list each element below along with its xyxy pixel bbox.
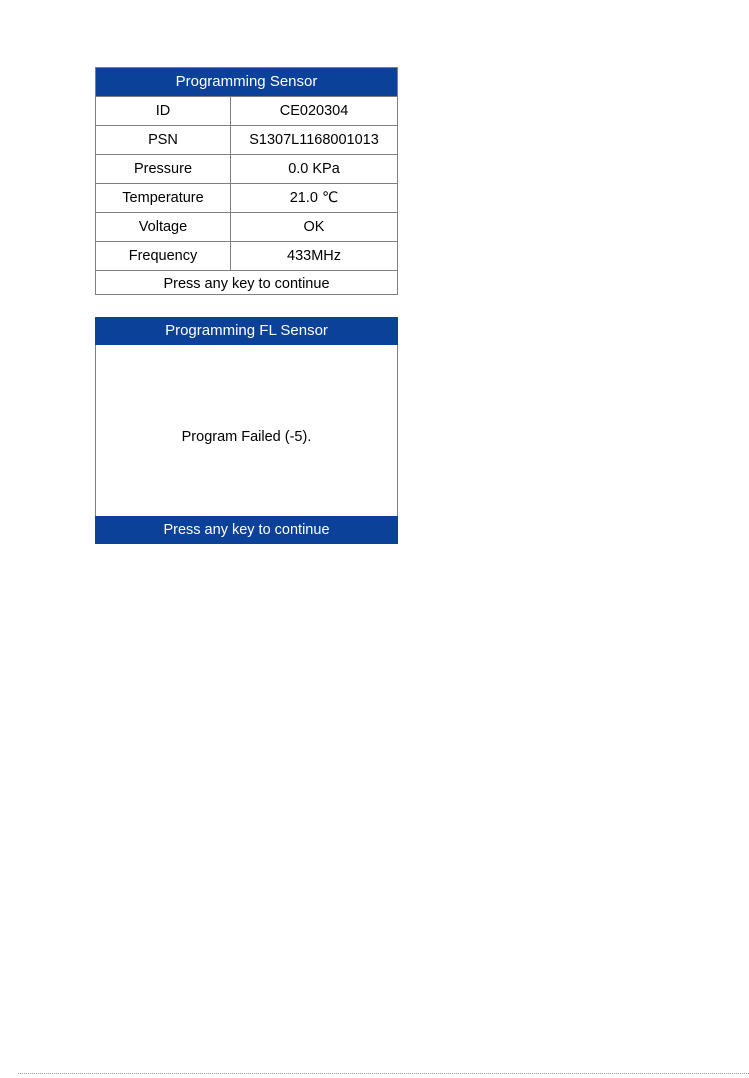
frequency-value: 433MHz — [231, 242, 398, 271]
screen-title: Programming Sensor — [96, 68, 397, 96]
table-row — [96, 155, 397, 184]
voltage-label: Voltage — [96, 213, 231, 242]
screen-title: Programming FL Sensor — [95, 317, 398, 345]
frequency-label: Frequency — [96, 242, 231, 271]
psn-label: PSN — [96, 126, 231, 155]
pressure-label: Pressure — [96, 155, 231, 184]
programming-fl-sensor-screen — [95, 317, 398, 544]
table-row — [96, 213, 397, 242]
table-row — [96, 97, 397, 126]
error-message: Program Failed (-5). — [181, 429, 312, 445]
continue-prompt[interactable]: Press any key to continue — [96, 271, 397, 299]
programming-sensor-screen — [95, 67, 398, 295]
temperature-label: Temperature — [96, 184, 231, 213]
temperature-value: 21.0 ℃ — [231, 184, 398, 213]
table-row — [96, 184, 397, 213]
message-area — [96, 345, 397, 517]
sensor-info-table — [96, 96, 397, 298]
page-divider — [18, 1073, 749, 1074]
voltage-value: OK — [231, 213, 398, 242]
id-label: ID — [96, 97, 231, 126]
psn-value: S1307L1168001013 — [231, 126, 398, 155]
continue-prompt[interactable]: Press any key to continue — [95, 516, 398, 544]
id-value: CE020304 — [231, 97, 398, 126]
table-row — [96, 126, 397, 155]
pressure-value: 0.0 KPa — [231, 155, 398, 184]
table-row — [96, 242, 397, 271]
table-row — [96, 271, 397, 299]
